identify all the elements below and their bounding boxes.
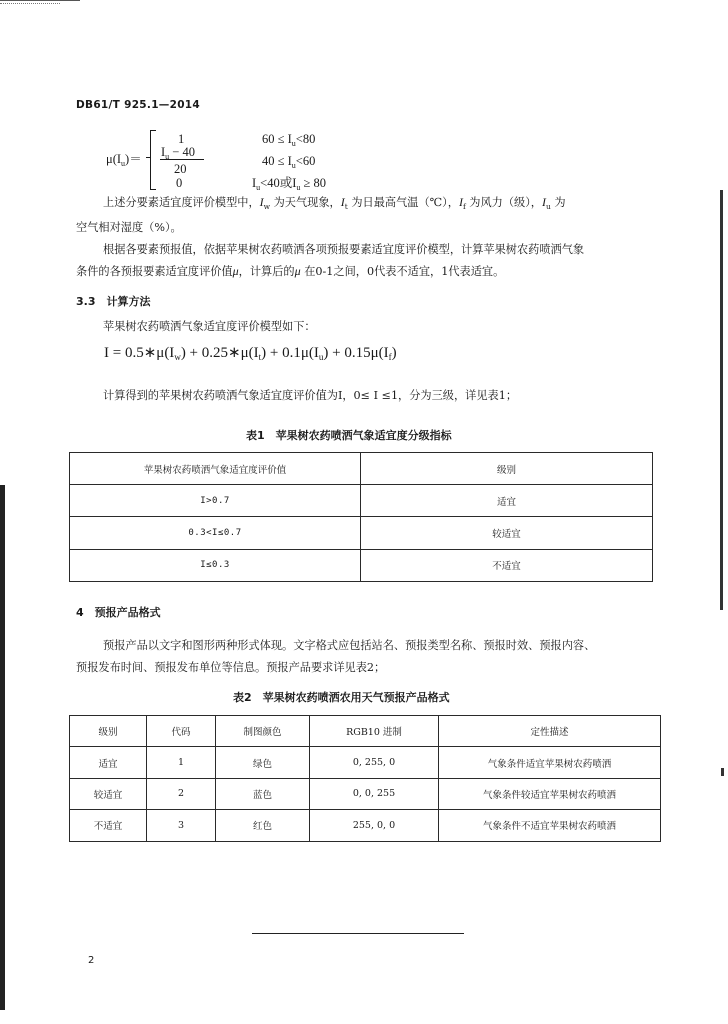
paragraph-product-line1: 预报产品以文字和图形两种形式体现。文字格式应包括站名、预报类型名称、预报时效、预报内容、 bbox=[103, 639, 596, 652]
table1-cell: 0.3<I≤0.7 bbox=[70, 517, 361, 549]
paragraph-grading: 计算得到的苹果树农药喷洒气象适宜度评价值为I，0≤ I ≤1，分为三级，详见表1； bbox=[103, 389, 518, 402]
paragraph-variables-line2: 空气相对湿度（%）。 bbox=[76, 221, 182, 234]
table2-header-row bbox=[70, 716, 661, 747]
section-4-title: 4 预报产品格式 bbox=[76, 606, 161, 619]
table2-cell: 蓝色 bbox=[216, 778, 310, 809]
table2-header-color: 制图颜色 bbox=[216, 716, 310, 747]
table1-cell: 不适宜 bbox=[361, 549, 653, 581]
table2-header-rgb: RGB10 进制 bbox=[310, 716, 439, 747]
table2-cell: 较适宜 bbox=[70, 778, 147, 809]
paragraph-product-line2: 预报发布时间、预报发布单位等信息。预报产品要求详见表2； bbox=[76, 661, 386, 674]
table2-cell: 0, 255, 0 bbox=[310, 747, 439, 778]
table2-cell: 2 bbox=[147, 778, 216, 809]
case-3-value: 0 bbox=[176, 176, 183, 190]
table2-cell: 气象条件不适宜苹果树农药喷洒 bbox=[439, 810, 661, 841]
table2-cell: 0, 0, 255 bbox=[310, 778, 439, 809]
table2-cell: 气象条件适宜苹果树农药喷洒 bbox=[439, 747, 661, 778]
table-row bbox=[70, 747, 661, 778]
section-3-3-title: 3.3 计算方法 bbox=[76, 295, 151, 308]
table2-header-level: 级别 bbox=[70, 716, 147, 747]
table2-caption: 表2 苹果树农药喷洒农用天气预报产品格式 bbox=[233, 691, 450, 704]
formula-lhs: $\mu(I_u)=$ bbox=[106, 152, 142, 168]
table2-header-description: 定性描述 bbox=[439, 716, 661, 747]
document-id: DB61/T 925.1—2014 bbox=[76, 99, 201, 111]
table2 bbox=[69, 715, 661, 842]
table2-cell: 绿色 bbox=[216, 747, 310, 778]
table2-cell: 1 bbox=[147, 747, 216, 778]
page-number: 2 bbox=[88, 955, 95, 966]
table2-header-code: 代码 bbox=[147, 716, 216, 747]
table2-cell: 255, 0, 0 bbox=[310, 810, 439, 841]
scan-edge-right bbox=[720, 190, 723, 610]
table1 bbox=[69, 452, 653, 582]
scan-mark-top bbox=[0, 0, 80, 1]
paragraph-evaluation-line2: 条件的各预报要素适宜度评价值μ，计算后的μ 在0-1之间，0代表不适宜，1代表适宜。 bbox=[76, 264, 505, 278]
table1-cell: 较适宜 bbox=[361, 517, 653, 549]
table1-header-level: 级别 bbox=[361, 453, 653, 485]
table1-header-value: 苹果树农药喷洒气象适宜度评价值 bbox=[70, 453, 361, 485]
case-2-numerator: $I_u - 40$ bbox=[161, 145, 195, 161]
equation-main: $I = 0.5∗\mu(I_w)$ + $0.25∗\mu(I_t) + 0.1\mu(I_u) + 0.15\mu(I_f)$ bbox=[104, 345, 397, 362]
table2-cell: 适宜 bbox=[70, 747, 147, 778]
scan-mark-right bbox=[721, 768, 724, 776]
table-row bbox=[70, 517, 653, 549]
scan-mark-top-dotted bbox=[0, 3, 60, 4]
table-row bbox=[70, 485, 653, 517]
table2-cell: 不适宜 bbox=[70, 810, 147, 841]
case-2-condition: $40 \le I_u<60$ bbox=[262, 154, 316, 170]
table-row bbox=[70, 549, 653, 581]
brace-bottom bbox=[150, 189, 156, 190]
case-1-condition: $60 \le I_u<80$ bbox=[262, 132, 316, 148]
paragraph-model-intro: 苹果树农药喷洒气象适宜度评价模型如下： bbox=[103, 320, 316, 333]
table1-caption: 表1 苹果树农药喷洒气象适宜度分级指标 bbox=[246, 429, 452, 442]
fraction-bar bbox=[160, 159, 204, 160]
table1-cell: I≤0.3 bbox=[70, 549, 361, 581]
table2-cell: 3 bbox=[147, 810, 216, 841]
case-1-value: 1 bbox=[178, 132, 185, 146]
table-row bbox=[70, 810, 661, 841]
case-2-denominator: 20 bbox=[174, 162, 187, 176]
brace bbox=[150, 131, 161, 189]
table-row bbox=[70, 778, 661, 809]
end-line bbox=[252, 933, 464, 934]
case-3-condition: $I_u<40$或$I_u \ge 80$ bbox=[252, 176, 327, 192]
table2-cell: 气象条件较适宜苹果树农药喷洒 bbox=[439, 778, 661, 809]
table1-header-row bbox=[70, 453, 653, 485]
table1-cell: I>0.7 bbox=[70, 485, 361, 517]
paragraph-variables: 上述分要素适宜度评价模型中，$I_w$ 为天气现象，$I_t$ 为日最高气温（℃），$I_f$ 为风力（级），$I_u$ 为 bbox=[103, 195, 566, 211]
scan-edge-left bbox=[0, 485, 5, 1010]
paragraph-evaluation-line1: 根据各要素预报值，依据苹果树农药喷洒各项预报要素适宜度评价模型，计算苹果树农药喷洒气象 bbox=[103, 243, 585, 256]
table2-cell: 红色 bbox=[216, 810, 310, 841]
table1-cell: 适宜 bbox=[361, 485, 653, 517]
